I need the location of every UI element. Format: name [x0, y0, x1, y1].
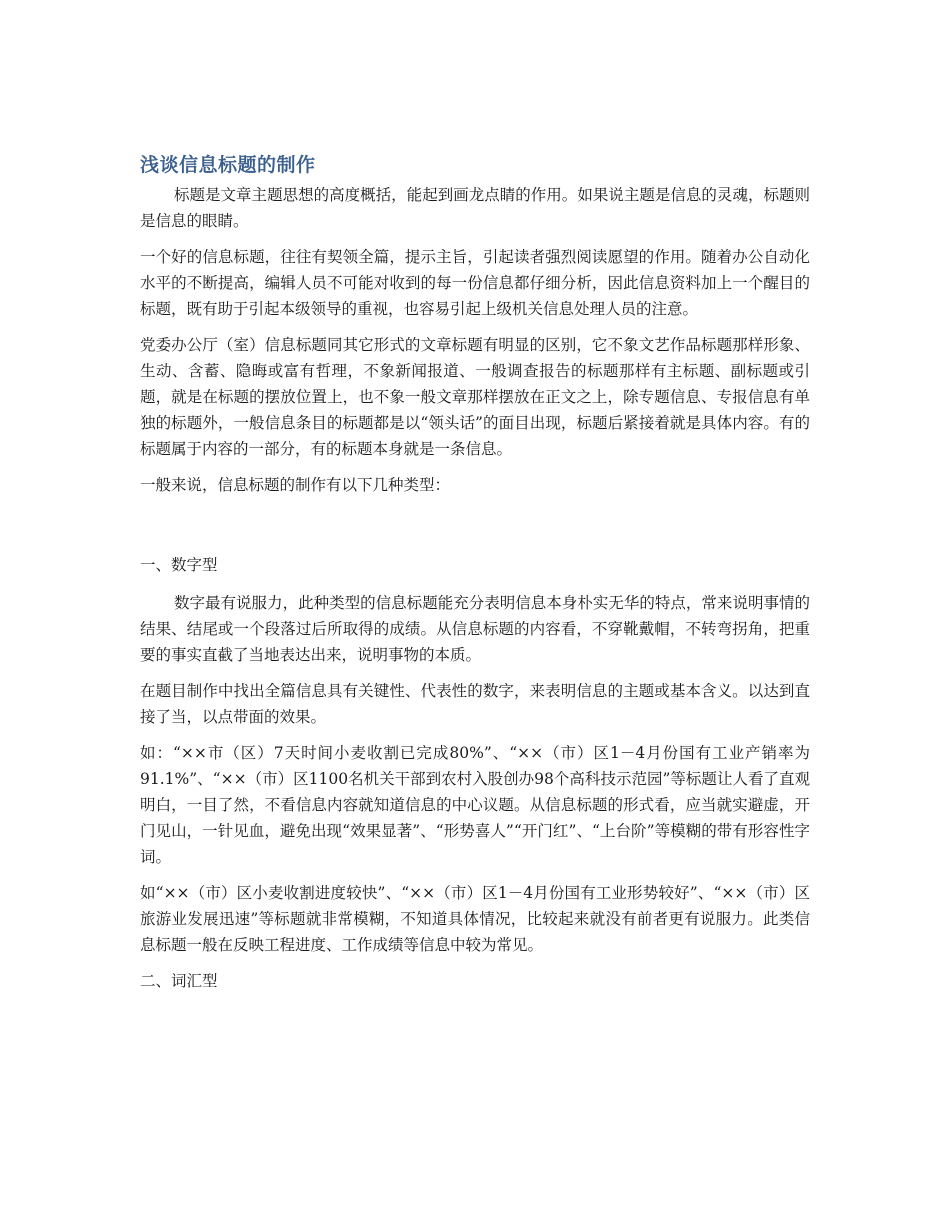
- document-title: 浅谈信息标题的制作: [140, 154, 316, 176]
- paragraph: 数字最有说服力，此种类型的信息标题能充分表明信息本身朴实无华的特点，常来说明事情的结果、结尾或一个段落过后所取得的成绩。从信息标题的内容看，不穿靴戴帽，不转弯拐角，把重要的事实直截了当地表达出来，说明事物的本质。: [140, 594, 810, 664]
- paragraph: 党委办公厅（室）信息标题同其它形式的文章标题有明显的区别，它不象文艺作品标题那样形象、生动、含蓄、隐晦或富有哲理，不象新闻报道、一般调查报告的标题那样有主标题、副标题或引题，就是在标题的摆放位置上，也不象一般文章那样摆放在正文之上，除专题信息、专报信息有单独的标题外，一般信息条目的标题都是以“领头话”的面目出现，标题后紧接着就是具体内容。有的标题属于内容的一部分，有的标题本身就是一条信息。: [140, 336, 810, 458]
- paragraph: 如：“××市（区）7天时间小麦收割已完成80%”、“××（市）区1－4月份国有工业产销率为91.1%”、“××（市）区1100名机关干部到农村入股创办98个高科技示范园”等标题让人看了直观明白，一目了然，不看信息内容就知道信息的中心议题。从信息标题的形式看，应当就实避虚，开门见山，一针见血，避免出现“效果显著”、“形势喜人”“开门红”、“上台阶”等模糊的带有形容性字词。: [140, 744, 810, 866]
- section-heading-numeric: 一、数字型: [140, 556, 218, 574]
- blank-space: [140, 508, 810, 552]
- paragraph: 一般来说，信息标题的制作有以下几种类型：: [140, 476, 451, 494]
- paragraph: 一个好的信息标题，往往有契领全篇，提示主旨，引起读者强烈阅读愿望的作用。随着办公自动化水平的不断提高，编辑人员不可能对收到的每一份信息都仔细分析，因此信息资料加上一个醒目的标题，既有助于引起本级领导的重视，也容易引起上级机关信息处理人员的注意。: [140, 248, 810, 318]
- paragraph: 在题目制作中找出全篇信息具有关键性、代表性的数字，来表明信息的主题或基本含义。以达到直接了当，以点带面的效果。: [140, 682, 810, 726]
- document-body: [140, 150, 810, 1006]
- section-heading-vocabulary: 二、词汇型: [140, 972, 218, 990]
- paragraph: 如“××（市）区小麦收割进度较快”、“××（市）区1－4月份国有工业形势较好”、“××（市）区旅游业发展迅速”等标题就非常模糊，不知道具体情况，比较起来就没有前者更有说服力。此类信息标题一般在反映工程进度、工作成绩等信息中较为常见。: [140, 884, 810, 954]
- paragraph-intro: 标题是文章主题思想的高度概括，能起到画龙点睛的作用。如果说主题是信息的灵魂，标题则是信息的眼睛。: [140, 186, 810, 230]
